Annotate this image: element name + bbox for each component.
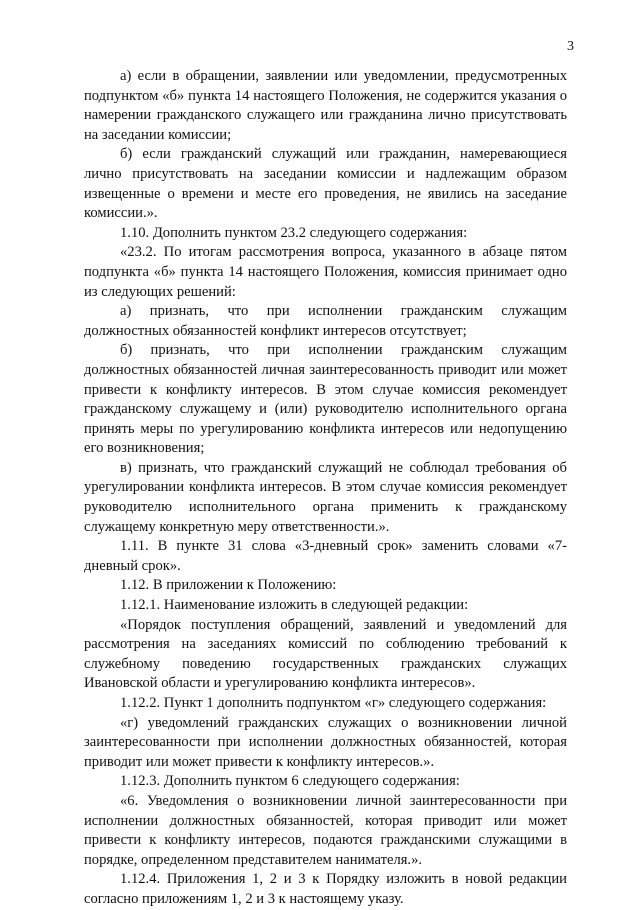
paragraph: а) признать, что при исполнении гражданским служащим должностных обязанностей конфликт интересов отсутствует; bbox=[84, 303, 567, 339]
paragraph: «23.2. По итогам рассмотрения вопроса, указанного в абзаце пятом подпункта «б» пункта 14 настоящего Положения, комиссия принимает одно из следующих решений: bbox=[84, 244, 567, 300]
paragraph: «6. Уведомления о возникновении личной заинтересованности при исполнении должностных обязанностей, которая приводит или может привести к конфликту интересов, подаются гражданскими служащими в порядке, определенном представителем нанимателя.». bbox=[84, 792, 567, 868]
paragraph: 1.10. Дополнить пунктом 23.2 следующего содержания: bbox=[120, 224, 468, 241]
document-body bbox=[84, 67, 567, 910]
paragraph: б) если гражданский служащий или гражданин, намеревающиеся лично присутствовать на заседании комиссии и надлежащим образом извещенные о времени и месте его проведения, не явились на заседание комиссии.». bbox=[84, 146, 567, 222]
paragraph: 1.12. В приложении к Положению: bbox=[120, 577, 337, 594]
paragraph: 1.11. В пункте 31 слова «3-дневный срок» заменить словами «7-дневный срок». bbox=[84, 538, 567, 574]
paragraph: 1.12.2. Пункт 1 дополнить подпунктом «г» следующего содержания: bbox=[120, 695, 547, 711]
paragraph: а) если в обращении, заявлении или уведомлении, предусмотренных подпунктом «б» пункта 14 настоящего Положения, не содержится указания о намерении гражданского служащего или гражданина лично присутствовать на заседании комиссии; bbox=[84, 68, 567, 143]
paragraph: «Порядок поступления обращений, заявлений и уведомлений для рассмотрения на заседаниях комиссий по соблюдению требований к служебному поведению государственных гражданских служащих Ивановской области и урегулированию конфликта интересов». bbox=[84, 616, 567, 692]
paragraph: «г) уведомлений гражданских служащих о возникновении личной заинтересованности при исполнении должностных обязанностей, которая приводит или может привести к конфликту интересов.». bbox=[84, 714, 567, 770]
paragraph: 1.12.3. Дополнить пунктом 6 следующего содержания: bbox=[120, 773, 460, 790]
paragraph: 1.12.4. Приложения 1, 2 и 3 к Порядку изложить в новой редакции согласно приложениям 1, 2 и 3 к настоящему указу. bbox=[84, 871, 567, 907]
paragraph: в) признать, что гражданский служащий не соблюдал требования об урегулировании конфликта интересов. В этом случае комиссия рекомендует руководителю исполнительного органа применить к гражданскому служащему конкретную меру ответственности.». bbox=[84, 459, 567, 535]
paragraph: 1.12.1. Наименование изложить в следующей редакции: bbox=[120, 597, 469, 614]
page-number: 3 bbox=[567, 39, 574, 54]
paragraph: б) признать, что при исполнении гражданским служащим должностных обязанностей личная заинтересованность приводит или может привести к конфликту интересов. В этом случае комиссия рекомендует гражданскому служащему и (или) руководителю исполнительного органа принять меры по урегулированию конфликта интересов или недопущению его возникновения; bbox=[84, 342, 567, 457]
